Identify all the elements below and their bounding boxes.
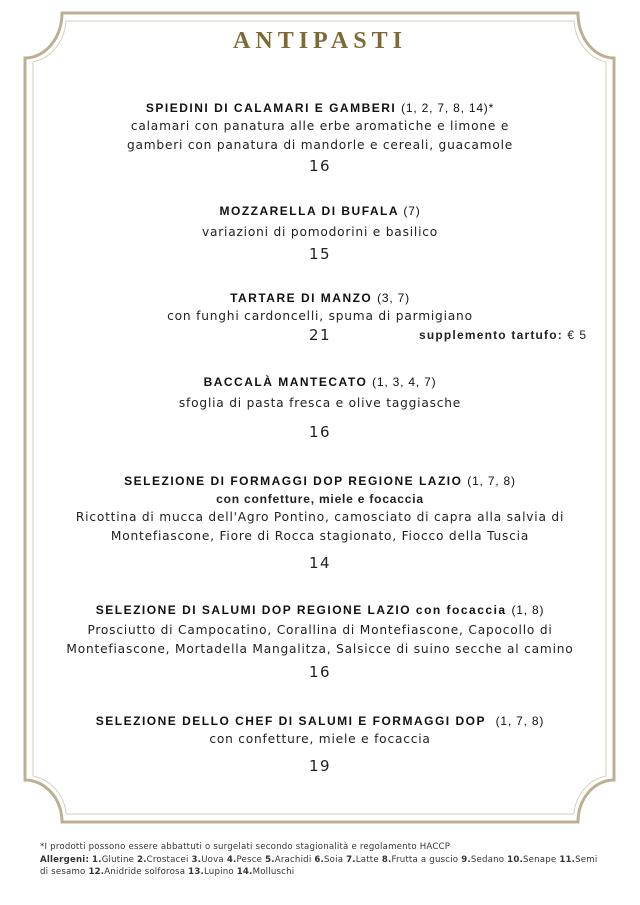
allergen-entry: 14.Molluschi [236,867,295,877]
item-price: 16 [308,663,332,681]
item-name-suffix: con focaccia [415,603,507,617]
allergen-entry: 7.Latte [346,854,379,865]
section-title: ANTIPASTI [233,28,407,54]
item-name: BACCALÀ MANTECATO [203,375,368,389]
item-name: SELEZIONE DELLO CHEF DI SALUMI E FORMAGGI DOP [95,714,486,728]
menu-item [40,202,600,263]
footer-notes [40,841,600,879]
item-price: 14 [308,554,332,572]
item-desc: con confetture, miele e focaccia [209,732,431,746]
item-allergens: (1, 8) [511,603,545,617]
item-allergens: (7) [403,204,421,218]
item-name: MOZZARELLA DI BUFALA [219,204,399,218]
allergen-entry: 9.Sedano [461,854,505,865]
allergen-entry: 10.Senape [507,854,557,865]
item-price: 19 [308,756,332,775]
allergen-entry: 11.Semi di sesamo [40,854,598,877]
menu-item [40,712,600,775]
item-desc: Montefiascone, Fiore di Rocca stagionato, Fiocco della Tuscia [110,528,530,543]
allergen-entry: 6.Soia [314,854,344,865]
allergen-entry: 13.Lupino [188,867,234,877]
item-desc: Prosciutto di Campocatino, Corallina di Montefiascone, Capocollo di [87,623,553,637]
allergen-entry: 5.Arachidi [265,854,312,865]
item-desc: gamberi con panatura di mandorle e cereali, guacamole [126,137,514,152]
item-desc: Ricottina di mucca dell'Agro Pontino, camosciato di capra alla salvia di [75,510,565,524]
item-name: SPIEDINI DI CALAMARI E GAMBERI [145,101,397,115]
menu-item [40,472,600,572]
item-price: 21 [308,325,332,344]
menu-item [40,373,600,441]
allergen-entry: 12.Anidride solforosa [88,867,186,877]
allergen-entry: 1.Glutine [92,854,135,865]
supplement-note: supplemento tartufo: € 5 [418,328,587,342]
item-desc: sfoglia di pasta fresca e olive taggiasche [178,396,462,410]
item-name: SELEZIONE DI SALUMI DOP REGIONE LAZIO [95,603,412,617]
item-name: SELEZIONE DI FORMAGGI DOP REGIONE LAZIO [124,474,463,488]
item-price: 16 [308,422,332,441]
menu-item [40,601,600,681]
item-price: 15 [308,244,332,263]
item-desc: con funghi cardoncelli, spuma di parmigiano [167,309,473,323]
item-desc: variazioni di pomodorini e basilico [201,225,439,239]
item-allergens: (1, 7, 8) [495,714,545,728]
allergen-entry: 3.Uova [191,854,224,865]
allergen-entry: 8.Frutta a guscio [381,854,459,865]
freezing-note: *I prodotti possono essere abbattuti o surgelati secondo stagionalità e regolamento HACCP [40,842,451,852]
item-allergens: (1, 7, 8) [467,474,516,488]
item-allergens: (3, 7) [377,291,410,305]
item-allergens: (1, 3, 4, 7) [372,375,437,389]
item-allergens: (1, 2, 7, 8, 14)* [401,101,495,115]
item-price: 16 [308,157,332,175]
item-desc: calamari con panatura alle erbe aromatiche e limone e [130,119,510,133]
item-subtitle: con confetture, miele e focaccia [216,492,424,506]
item-name: TARTARE DI MANZO [230,291,373,305]
allergen-legend: Allergeni: 1.Glutine 2.Crostacei 3.Uova 4.Pesce 5.Arachidi 6.Soia 7.Latte 8.Frutta a guscio 9.Sedano 10.Senape 11.Semi di sesamo 12.Anidride solforosa 13.Lupino 14.Molluschi [40,854,598,877]
menu-item [40,99,600,175]
allergen-entry: 2.Crostacei [137,854,189,865]
item-desc: Montefiascone, Mortadella Mangalitza, Salsicce di suino secche al camino [66,641,574,656]
allergen-entry: 4.Pesce [226,854,263,865]
